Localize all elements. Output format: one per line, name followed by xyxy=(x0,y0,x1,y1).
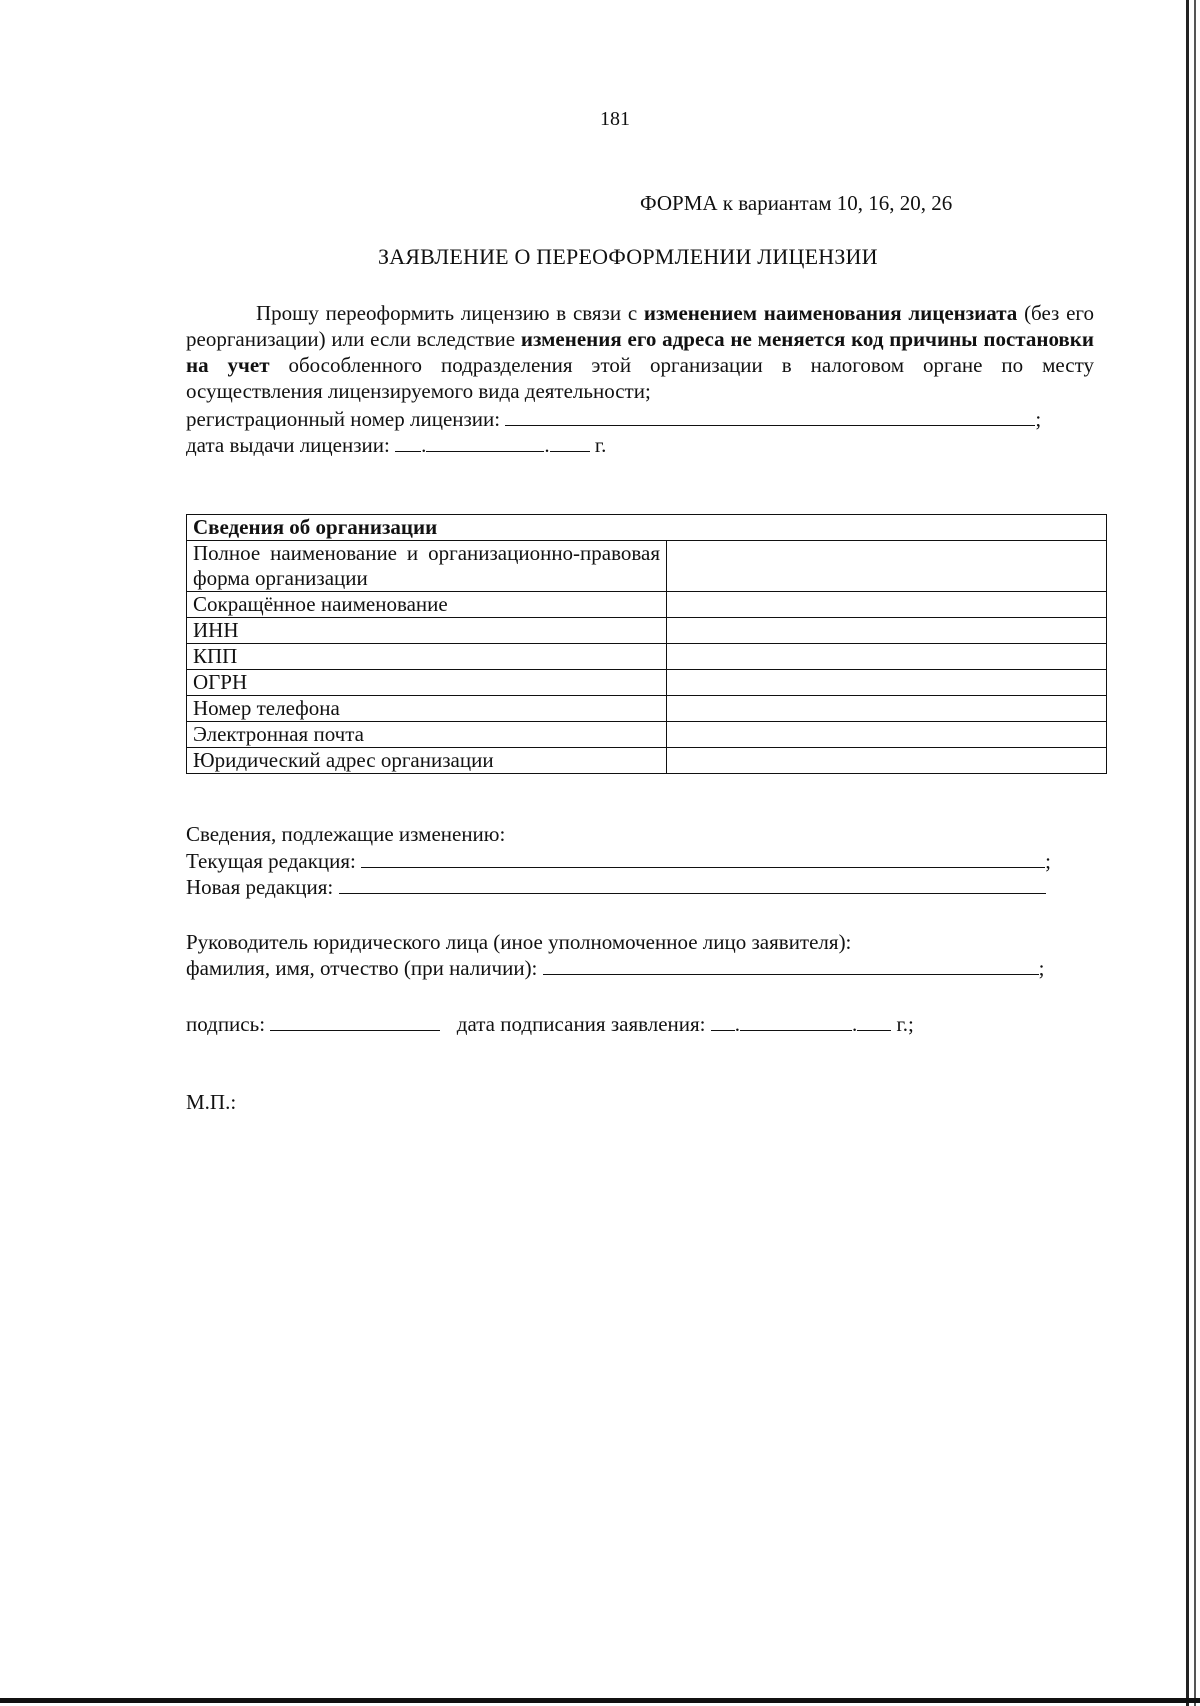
row-label-phone: Номер телефона xyxy=(187,696,667,722)
current-version-line xyxy=(186,848,1051,874)
new-version-field[interactable] xyxy=(339,875,1046,894)
table-header-row xyxy=(187,515,1107,541)
issue-date-year-field[interactable] xyxy=(550,433,590,452)
request-text-3: обособленного подразделения этой организации в налоговом органе по месту осуществления лицензируемого вида деятельности; xyxy=(186,353,1094,403)
current-version-semicolon: ; xyxy=(1045,849,1051,873)
fio-label: фамилия, имя, отчество (при наличии): xyxy=(186,956,538,980)
issue-date-line xyxy=(186,432,606,458)
sign-date-separator: . xyxy=(852,1012,858,1036)
sign-date-label: дата подписания заявления: xyxy=(456,1012,706,1036)
row-label-full-name: Полное наименование и организационно-правовая форма организации xyxy=(187,541,667,592)
table-row xyxy=(187,644,1107,670)
sign-date-month-field[interactable] xyxy=(740,1012,852,1031)
scan-edge-right-inner xyxy=(1194,0,1196,1706)
issue-date-separator: . xyxy=(544,433,550,457)
issue-date-separator: . xyxy=(421,433,427,457)
page-number: 181 xyxy=(600,108,630,130)
table-row xyxy=(187,722,1107,748)
row-value-phone[interactable] xyxy=(667,696,1107,722)
signature-label: подпись: xyxy=(186,1012,266,1036)
form-variant-label: ФОРМА к вариантам 10, 16, 20, 26 xyxy=(640,191,953,215)
scan-edge-right xyxy=(1186,0,1189,1706)
row-label-legal-address: Юридический адрес организации xyxy=(187,748,667,774)
row-label-inn: ИНН xyxy=(187,618,667,644)
document-title: ЗАЯВЛЕНИЕ О ПЕРЕОФОРМЛЕНИИ ЛИЦЕНЗИИ xyxy=(378,244,878,269)
signatory-heading: Руководитель юридического лица (иное уполномоченное лицо заявителя): xyxy=(186,930,852,954)
reg-number-field[interactable] xyxy=(505,407,1035,426)
scan-edge-bottom xyxy=(0,1698,1200,1703)
stamp-placeholder: М.П.: xyxy=(186,1090,237,1114)
request-text-1: Прошу переоформить лицензию в связи с xyxy=(256,301,644,325)
reg-number-semicolon: ; xyxy=(1035,407,1042,431)
row-value-kpp[interactable] xyxy=(667,644,1107,670)
fio-line xyxy=(186,955,1045,981)
row-value-full-name[interactable] xyxy=(667,541,1107,592)
fio-field[interactable] xyxy=(543,956,1039,975)
issue-date-month-field[interactable] xyxy=(426,433,544,452)
table-row xyxy=(187,618,1107,644)
table-row xyxy=(187,541,1107,592)
issue-date-label: дата выдачи лицензии: xyxy=(186,433,390,457)
new-version-line xyxy=(186,874,1046,900)
reg-number-line xyxy=(186,406,1041,432)
changes-heading: Сведения, подлежащие изменению: xyxy=(186,822,506,846)
table-row xyxy=(187,592,1107,618)
current-version-label: Текущая редакция: xyxy=(186,849,356,873)
sign-date-year-field[interactable] xyxy=(857,1012,891,1031)
request-paragraph xyxy=(186,300,1094,404)
organization-table xyxy=(186,514,1107,774)
row-value-short-name[interactable] xyxy=(667,592,1107,618)
sign-date-day-field[interactable] xyxy=(711,1012,735,1031)
row-value-legal-address[interactable] xyxy=(667,748,1107,774)
row-value-email[interactable] xyxy=(667,722,1107,748)
issue-date-year-suffix: г. xyxy=(594,433,607,457)
table-row xyxy=(187,748,1107,774)
row-label-email: Электронная почта xyxy=(187,722,667,748)
table-row xyxy=(187,670,1107,696)
row-value-inn[interactable] xyxy=(667,618,1107,644)
request-bold-1: изменением наименования лицензиата xyxy=(643,301,1018,325)
request-bold-2: изменения его адреса не меняется код причины постановки на учет xyxy=(186,327,1094,377)
sign-date-separator: . xyxy=(734,1012,741,1036)
signature-field[interactable] xyxy=(270,1012,440,1031)
row-label-short-name: Сокращённое наименование xyxy=(187,592,667,618)
request-text-2: (без его реорганизации) или если вследствие xyxy=(186,301,1094,351)
signature-line xyxy=(186,1011,914,1037)
row-value-ogrn[interactable] xyxy=(667,670,1107,696)
table-row xyxy=(187,696,1107,722)
issue-date-day-field[interactable] xyxy=(395,433,421,452)
table-header: Сведения об организации xyxy=(187,515,1107,541)
fio-semicolon: ; xyxy=(1038,956,1045,980)
current-version-field[interactable] xyxy=(361,849,1045,868)
row-label-ogrn: ОГРН xyxy=(187,670,667,696)
row-label-kpp: КПП xyxy=(187,644,667,670)
reg-number-label: регистрационный номер лицензии: xyxy=(186,407,501,431)
sign-date-year-suffix: г.; xyxy=(896,1012,914,1036)
new-version-label: Новая редакция: xyxy=(186,875,334,899)
